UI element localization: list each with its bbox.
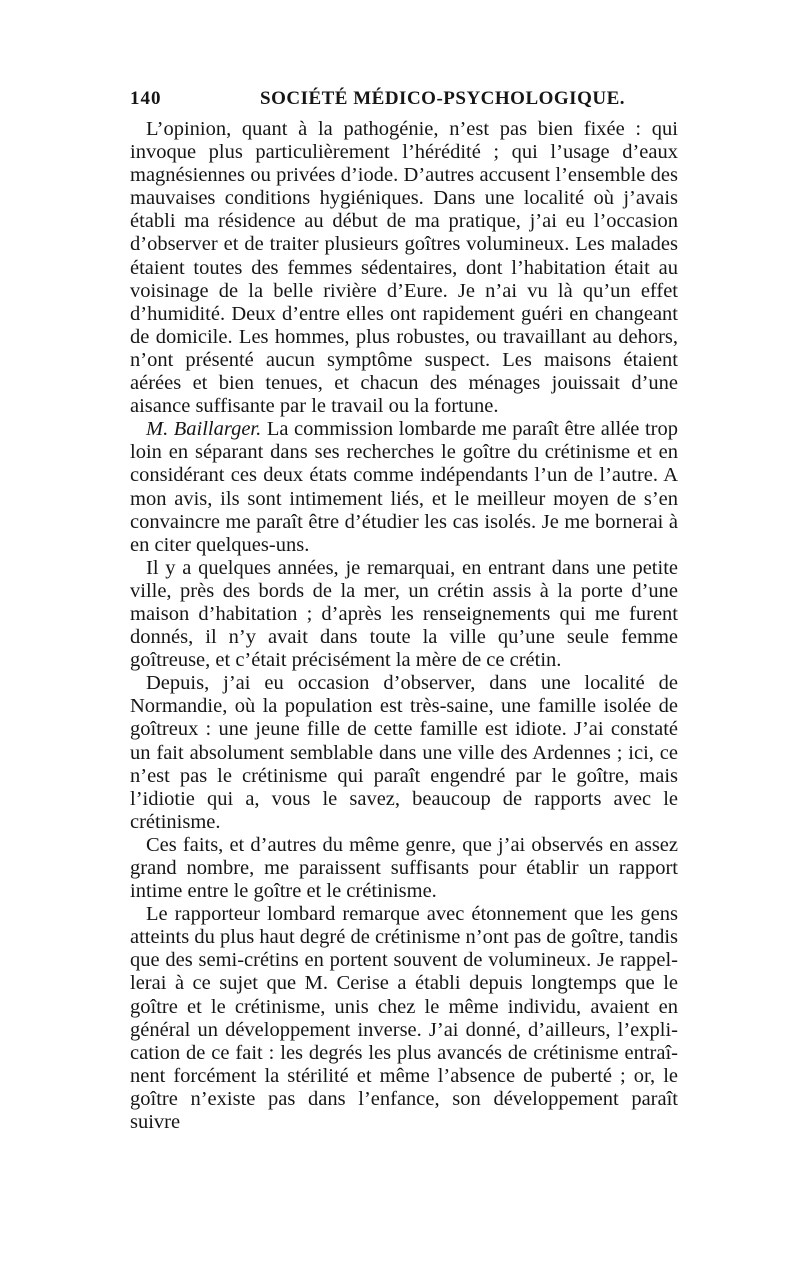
paragraph-text: L’opinion, quant à la pathogénie, n’est pas bien fixée : qui invoque plus particulièrement l’hérédité ; qui l’usage d’eaux magnésiennes ou privées d’iode. D’autres accusent l’ensemble des mauvaises conditions hygiéniques. Dans une localité où j’avais établi ma résidence au début de ma pratique, j’ai eu l’occasion d’observer et de traiter plusieurs goîtres volumineux. Les malades étaient toutes des femmes sédentaires, dont l’habitation était au voisinage de la belle rivière d’Eure. Je n’ai vu là qu’un effet d’humidité. Deux d’entre elles ont rapidement guéri en changeant de domicile. Les hommes, plus robustes, ou travaillant au dehors, n’ont présenté aucun symptôme suspect. Les maisons étaient aérées et bien tenues, et chacun des ménages jouissait d’une aisance suffisante par le travail ou la fortune. xyxy=(130,118,678,418)
speaker-name: M. Baillarger. xyxy=(146,418,262,441)
paragraph-lombard-reporter xyxy=(130,903,678,1134)
paragraph-text: Depuis, j’ai eu occasion d’observer, dans une localité de Normandie, où la population est très-saine, une famille isolée de goîtreux : une jeune fille de cette famille est idiote. J’ai constaté un fait absolument semblable dans une ville des Ardennes ; ici, ce n’est pas le crétinisme qui paraît engendré par le goître, mais l’idiotie qui a, vous le savez, beaucoup de rapports avec le crétinisme. xyxy=(130,672,678,833)
paragraph-normandy xyxy=(130,672,678,834)
paragraph-baillarger xyxy=(130,418,678,557)
paragraph-text: Ces faits, et d’autres du même genre, que j’ai observés en assez grand nombre, me paraissent suffisants pour établir un rapport intime entre le goître et le crétinisme. xyxy=(130,833,678,903)
paragraph-text: Le rapporteur lombard remarque avec étonnement que les gens atteints du plus haut degré de crétinisme n’ont pas de goître, tandis que des semi-crétins en portent souvent de volumineux. Je rappellerai à ce sujet que M. Cerise a établi depuis longtemps que le goître et le crétinisme, unis chez le même individu, avaient en général un développement inverse. J’ai donné, d’ailleurs, l’explication de ce fait : les degrés les plus avancés de crétinisme entraînent forcément la stérilité et même l’absence de puberté ; or, le goître n’existe pas dans l’enfance, son développement paraît suivre xyxy=(130,903,678,1134)
running-title: SOCIÉTÉ MÉDICO-PSYCHOLOGIQUE. xyxy=(260,88,625,109)
body-text xyxy=(130,118,678,1134)
book-page xyxy=(130,88,678,1134)
paragraph-facts xyxy=(130,834,678,903)
paragraph-text: La commission lombarde me paraît être allée trop loin en séparant dans ses recherches le goître du crétinisme et en considérant ces deux états comme indépendants l’un de l’autre. A mon avis, ils sont intimement liés, et le meilleur moyen de s’en convaincre me paraît être d’étudier les cas isolés. Je me bornerai à en citer quelques-uns. xyxy=(130,418,678,556)
paragraph-seaside-town xyxy=(130,557,678,672)
page-number: 140 xyxy=(130,88,162,109)
paragraph-text: Il y a quelques années, je remarquai, en entrant dans une petite ville, près des bords de la mer, un crétin assis à la porte d’une maison d’habitation ; d’après les renseignements qui me furent donnés, il n’y avait dans toute la ville qu’une seule femme goîtreuse, et c’était précisément la mère de ce crétin. xyxy=(130,556,678,672)
paragraph-pathogeny xyxy=(130,118,678,418)
page-header xyxy=(130,88,678,118)
